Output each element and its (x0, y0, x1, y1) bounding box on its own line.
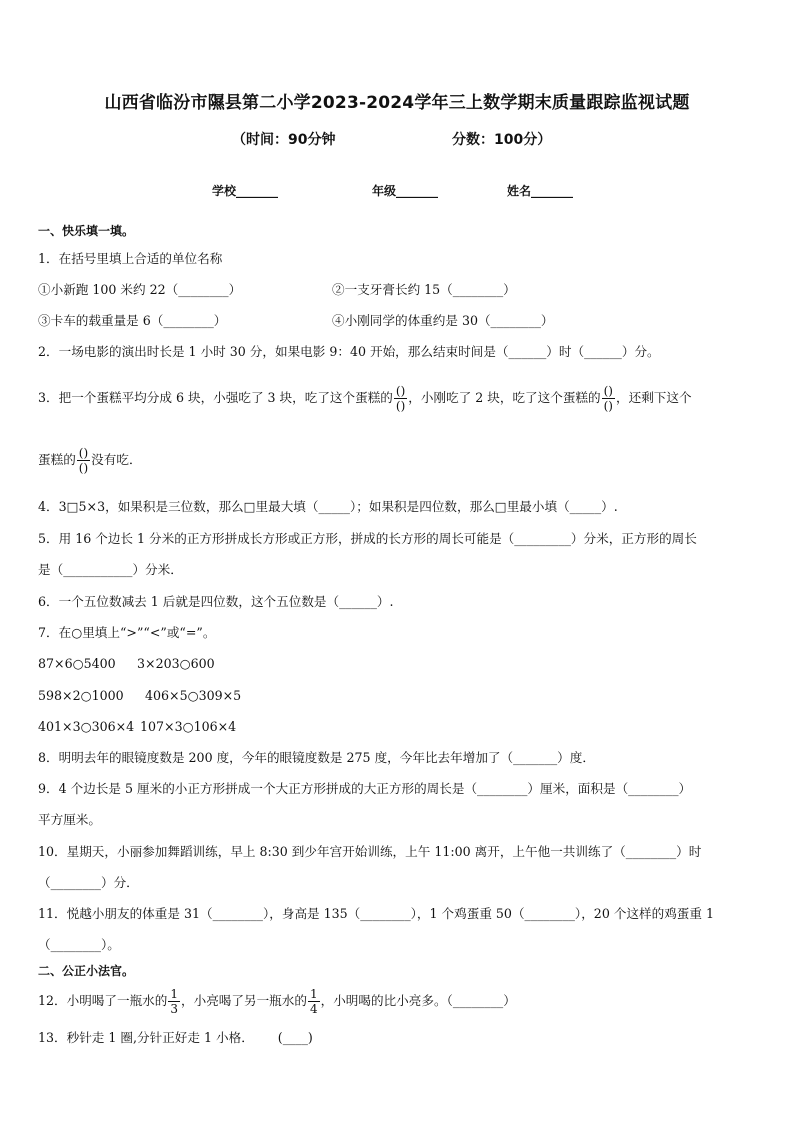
compare-item: 87×6○5400 (38, 656, 116, 671)
question-7: 7．在○里填上“>”“<”或“=”。 (38, 625, 216, 640)
fraction-blank[interactable]: $\frac{()}{()}$ (603, 384, 613, 413)
fraction: $\frac{1}{4}$ (309, 987, 318, 1016)
question-1d: ④小刚同学的体重约是 30（________） (332, 313, 554, 328)
question-5: 5．用 16 个边长 1 分米的正方形拼成长方形或正方形，拼成的长方形的周长可能是（_________）分米，正方形的周长 (38, 531, 697, 546)
name-field[interactable]: 姓名_______ (507, 184, 574, 198)
question-9-cont: 平方厘米。 (38, 812, 101, 827)
question-11: 11．悦越小朋友的体重是 31（________），身高是 135（________），1 个鸡蛋重 50（________），20 个这样的鸡蛋重 1 (38, 906, 715, 921)
question-3-text: 蛋糕的 (38, 452, 76, 467)
question-3-cont (38, 442, 142, 478)
page-title: 山西省临汾市隰县第二小学2023-2024学年三上数学期末质量跟踪监视试题 (104, 93, 690, 113)
compare-item: 406×5○309×5 (145, 688, 242, 703)
question-2: 2．一场电影的演出时长是 1 小时 30 分，如果电影 9：40 开始，那么结束时间是（______）时（______）分。 (38, 344, 660, 359)
question-1a: ①小新跑 100 米约 22（________） (38, 282, 242, 297)
question-1b: ②一支牙膏长约 15（________） (332, 282, 516, 297)
question-3-text: ，小刚吃了 2 块，吃了这个蛋糕的 (408, 390, 601, 405)
question-1: 1．在括号里填上合适的单位名称 (38, 251, 223, 266)
question-6: 6．一个五位数减去 1 后就是四位数，这个五位数是（______）. (38, 594, 394, 609)
question-8: 8．明明去年的眼镜度数是 200 度，今年的眼镜度数是 275 度，今年比去年增加了（_______）度． (38, 750, 595, 765)
question-12-text: ，小亮喝了另一瓶水的 (181, 993, 307, 1008)
question-10: 10．星期天，小丽参加舞蹈训练，早上 8:30 到少年宫开始训练，上午 11:00 离开，上午他一共训练了（________）时 (38, 844, 702, 859)
grade-field[interactable]: 年级_______ (372, 184, 439, 198)
fraction-blank[interactable]: $\frac{()}{()}$ (395, 384, 406, 413)
compare-item: 598×2○1000 (38, 688, 124, 703)
question-12-text: ，小明喝的比小亮多。（________） (320, 993, 516, 1008)
question-12-text: 12．小明喝了一瓶水的 (38, 993, 168, 1008)
question-5-cont: 是（___________）分米． (38, 562, 183, 577)
compare-item: 3×203○600 (137, 656, 215, 671)
school-field[interactable]: 学校_______ (212, 184, 279, 198)
section-heading: 二、公正小法官。 (38, 964, 135, 978)
question-10-cont: （________）分． (38, 875, 139, 890)
question-4: 4．3□5×3，如果积是三位数，那么□里最大填（_____）；如果积是四位数，那么□里最小填（_____）. (38, 499, 618, 514)
compare-item: 107×3○106×4 (140, 719, 237, 734)
question-3 (38, 380, 692, 416)
question-3-text: ，还剩下这个 (616, 390, 692, 405)
question-1c: ③卡车的载重量是 6（________） (38, 313, 227, 328)
section-heading: 一、快乐填一填。 (38, 224, 135, 238)
question-13: 13．秒针走 1 圈,分针正好走 1 小格． (____) (38, 1030, 313, 1045)
question-11-cont: （________）。 (38, 937, 120, 952)
time-limit: （时间：90分钟 (232, 132, 336, 148)
question-12 (38, 984, 516, 1018)
fraction-blank[interactable]: $\frac{()}{()}$ (78, 446, 89, 475)
question-3-text: 没有吃． (91, 452, 142, 467)
total-score: 分数：100分） (452, 132, 552, 148)
question-3-text: 3．把一个蛋糕平均分成 6 块，小强吃了 3 块，吃了这个蛋糕的 (38, 390, 393, 405)
fraction: $\frac{1}{3}$ (170, 987, 179, 1016)
compare-item: 401×3○306×4 (38, 719, 135, 734)
question-9: 9．4 个边长是 5 厘米的小正方形拼成一个大正方形拼成的大正方形的周长是（________）厘米，面积是（________） (38, 781, 692, 796)
